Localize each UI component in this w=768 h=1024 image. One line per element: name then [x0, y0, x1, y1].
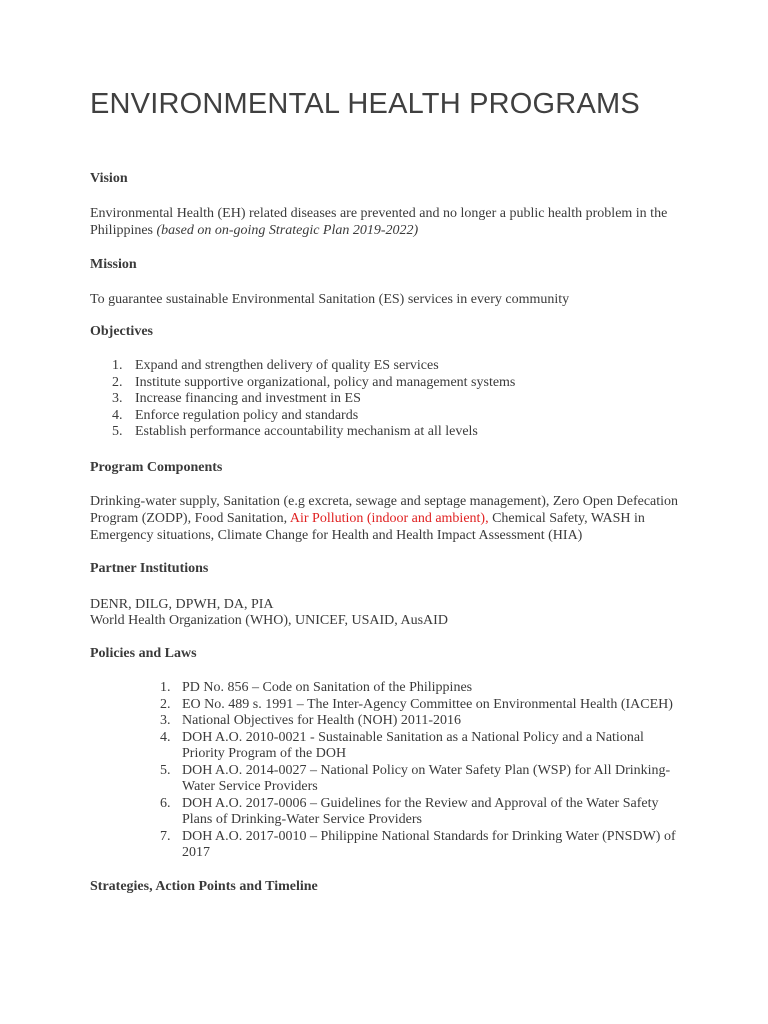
- mission-text: To guarantee sustainable Environmental Sanitation (ES) services in every community: [90, 292, 570, 307]
- list-item-number: 3.: [160, 713, 171, 728]
- list-item: [160, 680, 680, 697]
- vision-note: (based on on-going Strategic Plan 2019-2022): [156, 223, 419, 238]
- program-components-text: [90, 493, 690, 544]
- vision-heading: Vision: [90, 171, 128, 186]
- list-item-text: DOH A.O. 2010-0021 - Sustainable Sanitation as a National Policy and a National Priority Program of the DOH: [182, 729, 644, 761]
- list-item: [160, 763, 680, 796]
- mission-heading: Mission: [90, 257, 137, 272]
- list-item-number: 4.: [160, 729, 171, 745]
- list-item: [160, 697, 680, 714]
- list-item-text: Increase financing and investment in ES: [135, 391, 361, 406]
- list-item: [160, 829, 680, 862]
- list-item-text: Establish performance accountability mechanism at all levels: [135, 424, 478, 439]
- vision-body: Environmental Health (EH) related diseases are prevented and no longer a public health problem in the Philippines: [90, 206, 668, 238]
- list-item: [112, 358, 672, 375]
- list-item-text: Enforce regulation policy and standards: [135, 407, 359, 423]
- program-components-body: Drinking-water supply, Sanitation (e.g excreta, sewage and septage management), Zero Open Defecation Program (ZODP), Food Sanitation,: [90, 494, 679, 526]
- list-item: [112, 391, 672, 408]
- objectives-heading: Objectives: [90, 324, 153, 339]
- list-item: [160, 796, 680, 829]
- list-item: [112, 408, 672, 425]
- partners-heading: Partner Institutions: [90, 561, 209, 576]
- list-item-number: 3.: [112, 391, 123, 406]
- list-item-number: 4.: [112, 407, 123, 423]
- program-components-highlight: Air Pollution (indoor and ambient),: [289, 511, 489, 526]
- list-item-number: 2.: [160, 696, 171, 712]
- list-item: [112, 424, 672, 441]
- program-components-body-end: Chemical Safety, WASH in Emergency situations, Climate Change for Health and Health Impact Assessment (HIA): [90, 511, 645, 543]
- list-item-text: PD No. 856 – Code on Sanitation of the Philippines: [182, 680, 473, 695]
- list-item-text: Institute supportive organizational, policy and management systems: [135, 374, 516, 390]
- list-item: [160, 730, 680, 763]
- policies-list: [160, 680, 680, 862]
- list-item-number: 7.: [160, 828, 171, 844]
- list-item-text: DOH A.O. 2014-0027 – National Policy on Water Safety Plan (WSP) for All Drinking-Water Service Providers: [182, 762, 671, 794]
- list-item-number: 1.: [160, 680, 171, 695]
- list-item-text: Expand and strengthen delivery of quality ES services: [135, 358, 439, 373]
- list-item-text: National Objectives for Health (NOH) 2011-2016: [182, 713, 462, 728]
- list-item-number: 5.: [160, 762, 171, 778]
- list-item-number: 2.: [112, 374, 123, 390]
- list-item: [160, 713, 680, 730]
- partners-line-1: DENR, DILG, DPWH, DA, PIA: [90, 597, 274, 612]
- vision-text: [90, 205, 690, 239]
- list-item-text: EO No. 489 s. 1991 – The Inter-Agency Committee on Environmental Health (IACEH): [182, 696, 673, 712]
- strategies-heading: Strategies, Action Points and Timeline: [90, 879, 318, 894]
- list-item-number: 5.: [112, 424, 123, 439]
- list-item-text: DOH A.O. 2017-0010 – Philippine National Standards for Drinking Water (PNSDW) of 2017: [182, 828, 676, 860]
- objectives-list: [112, 358, 672, 441]
- program-components-heading: Program Components: [90, 460, 223, 475]
- list-item-number: 1.: [112, 358, 123, 373]
- list-item-number: 6.: [160, 795, 171, 811]
- list-item-text: DOH A.O. 2017-0006 – Guidelines for the Review and Approval of the Water Safety Plans of Drinking-Water Service Providers: [182, 795, 659, 827]
- policies-heading: Policies and Laws: [90, 646, 197, 661]
- list-item: [112, 375, 672, 392]
- page-title: ENVIRONMENTAL HEALTH PROGRAMS: [90, 88, 640, 120]
- partners-line-2: World Health Organization (WHO), UNICEF, USAID, AusAID: [90, 613, 448, 628]
